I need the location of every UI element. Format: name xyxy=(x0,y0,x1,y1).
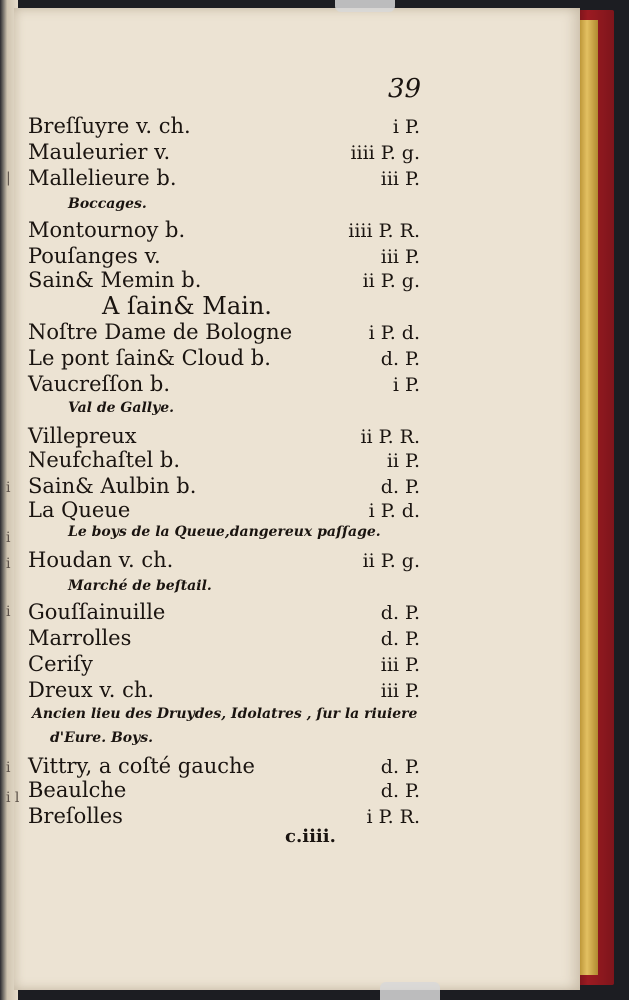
distance-value: iii P. xyxy=(380,168,420,190)
distance-value: iii P. xyxy=(380,680,420,702)
place-name: Dreux v. ch. xyxy=(28,678,155,702)
distance-value: ii P. xyxy=(386,450,420,472)
place-note: d'Eure. Boys. xyxy=(50,730,154,746)
page-number: 39 xyxy=(388,74,422,104)
place-name: Montournoy b. xyxy=(28,218,186,242)
place-name: Villepreux xyxy=(28,424,137,448)
signature-mark: c.iiii. xyxy=(285,826,336,847)
place-name: Neufchaſtel b. xyxy=(28,448,181,472)
place-note: Val de Gallye. xyxy=(68,400,174,416)
distance-value: d. P. xyxy=(380,602,420,624)
place-name: Vaucreſſon b. xyxy=(28,372,171,396)
distance-value: d. P. xyxy=(380,348,420,370)
distance-value: iiii P. g. xyxy=(350,142,420,164)
place-name: La Queue xyxy=(28,498,131,522)
place-name: Gouſſainuille xyxy=(28,600,166,624)
margin-mark: i xyxy=(6,556,11,572)
page-clip-top xyxy=(335,0,395,12)
place-name: Mallelieure b. xyxy=(28,166,177,190)
place-note: Boccages. xyxy=(68,196,147,212)
place-name: Sain& Aulbin b. xyxy=(28,474,197,498)
margin-mark: i xyxy=(6,760,11,776)
distance-value: i P. xyxy=(392,116,420,138)
section-heading: A ſain& Main. xyxy=(102,292,272,320)
distance-value: d. P. xyxy=(380,756,420,778)
place-name: Mauleurier v. xyxy=(28,140,171,164)
place-note: Ancien lieu des Druydes, Idolatres , ſur la riuiere xyxy=(32,706,418,722)
distance-value: iiii P. R. xyxy=(348,220,420,242)
margin-mark: i xyxy=(6,530,11,546)
distance-value: ii P. g. xyxy=(362,550,420,572)
distance-value: i P. d. xyxy=(368,500,420,522)
place-name: Ceriſy xyxy=(28,652,93,676)
distance-value: iii P. xyxy=(380,654,420,676)
place-name: Houdan v. ch. xyxy=(28,548,174,572)
place-name: Sain& Memin b. xyxy=(28,268,202,292)
place-name: Beaulche xyxy=(28,778,127,802)
distance-value: iii P. xyxy=(380,246,420,268)
place-name: Breſolles xyxy=(28,804,123,828)
place-note: Marché de beſtail. xyxy=(68,578,212,594)
distance-value: ii P. g. xyxy=(362,270,420,292)
margin-mark: i xyxy=(6,480,11,496)
place-name: Noſtre Dame de Bologne xyxy=(28,320,293,344)
place-note: Le boys de la Queue,dangereux paſſage. xyxy=(68,524,381,540)
gilt-page-edge xyxy=(578,20,598,975)
distance-value: i P. d. xyxy=(368,322,420,344)
distance-value: i P. R. xyxy=(366,806,420,828)
distance-value: ii P. R. xyxy=(360,426,420,448)
place-name: Le pont ſain& Cloud b. xyxy=(28,346,271,370)
place-name: Breſſuyre v. ch. xyxy=(28,114,191,138)
place-name: Marrolles xyxy=(28,626,132,650)
distance-value: d. P. xyxy=(380,780,420,802)
margin-mark: i l xyxy=(6,790,20,806)
page-clip-bottom xyxy=(380,982,440,1000)
distance-value: d. P. xyxy=(380,628,420,650)
distance-value: d. P. xyxy=(380,476,420,498)
margin-mark: | xyxy=(6,170,11,186)
distance-value: i P. xyxy=(392,374,420,396)
margin-mark: i xyxy=(6,604,11,620)
place-name: Pouſanges v. xyxy=(28,244,161,268)
place-name: Vittry, a coſté gauche xyxy=(28,754,255,778)
